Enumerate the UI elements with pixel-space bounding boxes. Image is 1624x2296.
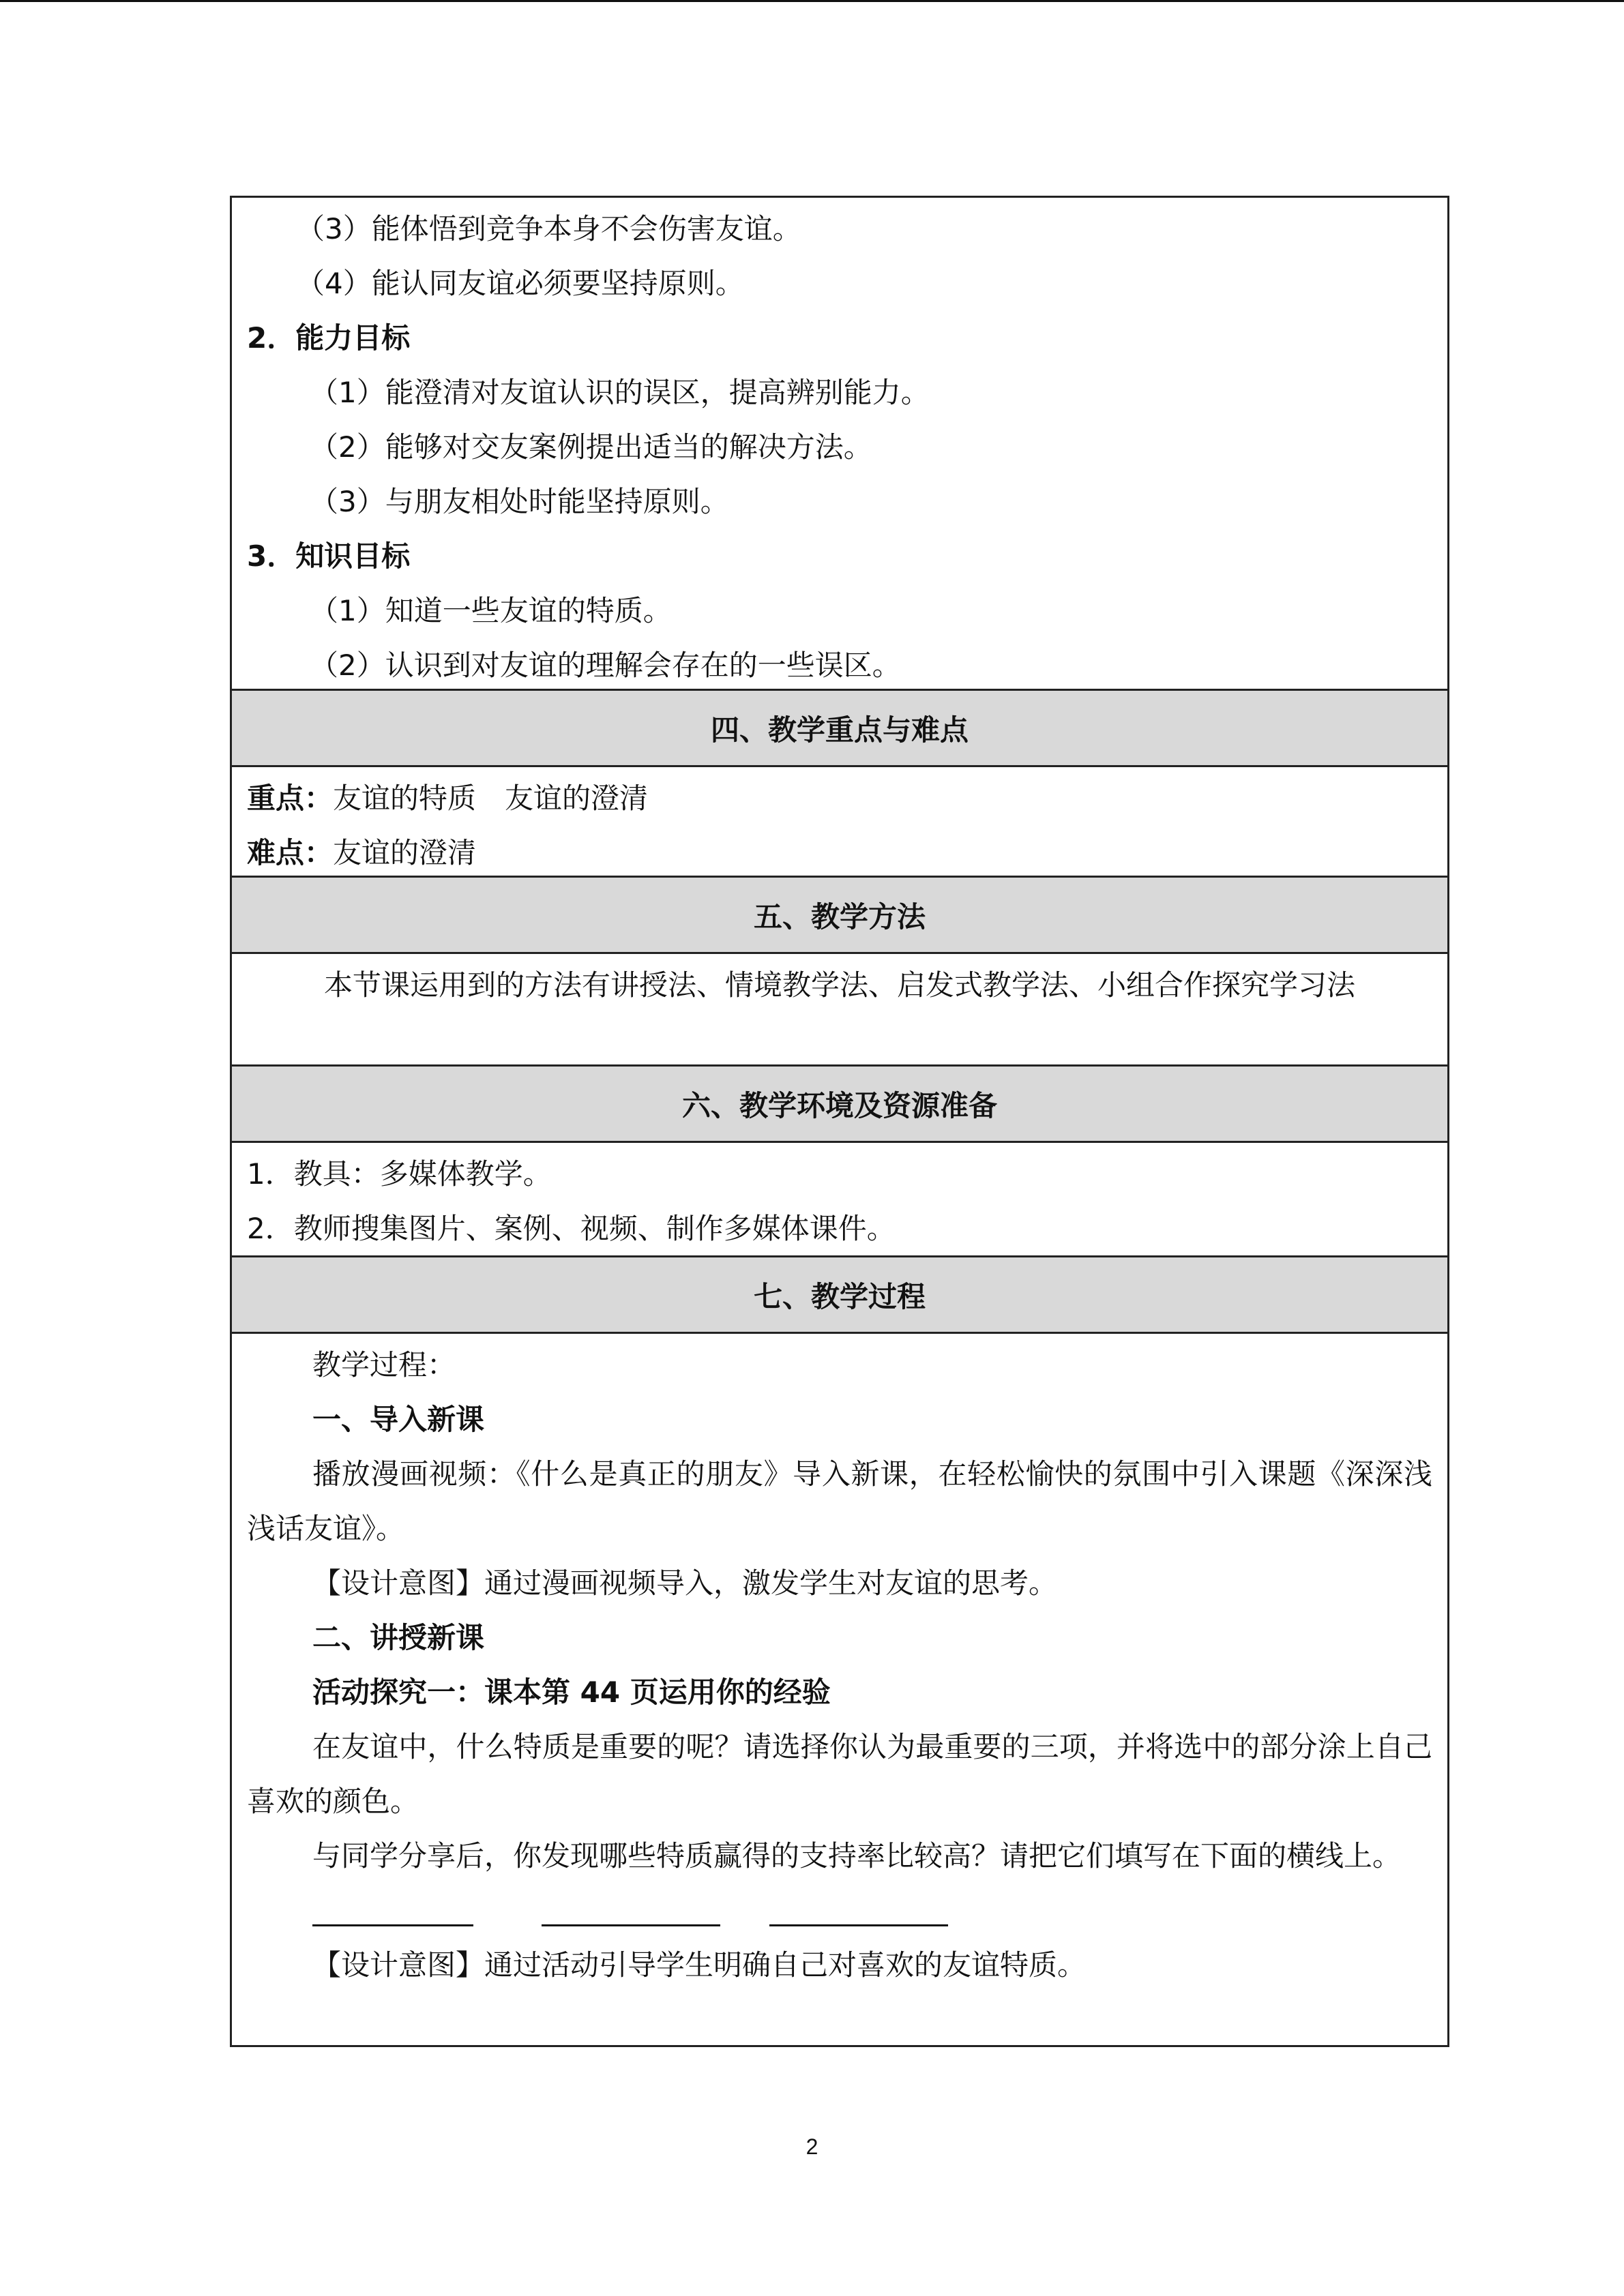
resource-item: 1．教具：多媒体教学。: [247, 1157, 552, 1191]
emotion-goal-item: （3）能体悟到竞争本身不会伤害友谊。: [296, 212, 801, 245]
activity-title: 活动探究一：课本第 44 页运用你的经验: [312, 1675, 831, 1709]
process-header: 七、教学过程: [232, 1257, 1447, 1334]
part1-text: 播放漫画视频：《什么是真正的朋友》导入新课，在轻松愉快的氛围中引入课题《深深浅浅话友谊》。: [247, 1457, 1432, 1545]
page-number: 2: [806, 2134, 818, 2159]
ability-goal-title: 2．能力目标: [247, 321, 411, 355]
resources-header: 六、教学环境及资源准备: [232, 1067, 1447, 1143]
ability-goal-item: （2）能够对交友案例提出适当的解决方法。: [310, 430, 872, 464]
focus-label: 重点：: [247, 781, 334, 815]
keypoints-section: [232, 767, 1447, 878]
focus-line: [247, 771, 1432, 826]
part1-title: 一、导入新课: [312, 1403, 485, 1436]
emotion-goal-item: （4）能认同友谊必须要坚持原则。: [296, 267, 744, 300]
process-intro: 教学过程：: [312, 1348, 456, 1382]
knowledge-goal-title: 3．知识目标: [247, 539, 411, 573]
difficulty-line: [247, 826, 1432, 880]
activity-text-2: 与同学分享后，你发现哪些特质赢得的支持率比较高？请把它们填写在下面的横线上。: [312, 1839, 1402, 1873]
lesson-plan-table: [230, 196, 1449, 2047]
process-section: [232, 1334, 1447, 2045]
methods-header: 五、教学方法: [232, 878, 1447, 954]
resources-section: [232, 1143, 1447, 1257]
ability-goal-item: （3）与朋友相处时能坚持原则。: [310, 485, 729, 518]
methods-section: [232, 954, 1447, 1067]
focus-text: 友谊的特质 友谊的澄清: [333, 781, 649, 815]
ability-goal-item: （1）能澄清对友谊认识的误区，提高辨别能力。: [310, 376, 930, 409]
answer-blanks: [247, 1883, 1432, 1938]
difficulty-label: 难点：: [247, 836, 334, 869]
answer-blank-2[interactable]: [542, 1924, 720, 1926]
part2-title: 二、讲授新课: [312, 1621, 485, 1654]
activity-intent: 【设计意图】通过活动引导学生明确自己对喜欢的友谊特质。: [312, 1948, 1087, 1982]
goals-section: [232, 198, 1447, 691]
knowledge-goal-item: （1）知道一些友谊的特质。: [310, 594, 672, 627]
answer-blank-3[interactable]: [769, 1924, 948, 1926]
difficulty-text: 友谊的澄清: [333, 836, 477, 869]
keypoints-header: 四、教学重点与难点: [232, 691, 1447, 767]
resource-item: 2．教师搜集图片、案例、视频、制作多媒体课件。: [247, 1212, 896, 1245]
answer-blank-1[interactable]: [312, 1924, 473, 1926]
top-border-line: [0, 0, 1624, 2]
part1-intent: 【设计意图】通过漫画视频导入，激发学生对友谊的思考。: [312, 1566, 1058, 1600]
methods-text: 本节课运用到的方法有讲授法、情境教学法、启发式教学法、小组合作探究学习法: [323, 968, 1355, 1002]
activity-text-1: 在友谊中，什么特质是重要的呢？请选择你认为最重要的三项，并将选中的部分涂上自己喜欢的颜色。: [247, 1730, 1432, 1818]
knowledge-goal-item: （2）认识到对友谊的理解会存在的一些误区。: [310, 648, 901, 682]
